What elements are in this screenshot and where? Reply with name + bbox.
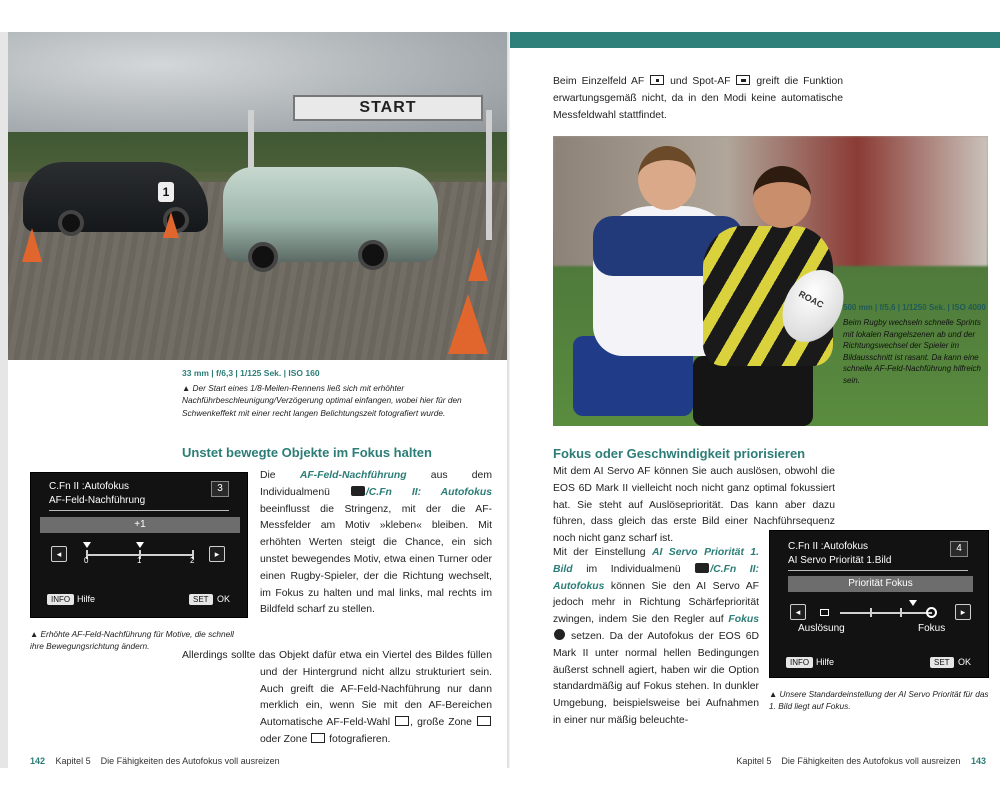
menu-tick-label-max: 2 (190, 556, 195, 565)
menu-left-arrow-button[interactable]: ◂ (51, 546, 67, 562)
race-photo-caption: ▲ Der Start eines 1/8-Meilen-Rennens ließ sich mit erhöhter Nachführbeschleunigung/Verzögerung optimal einfangen, wobei hier für den Schwenkeffekt mit einer recht langen Belichtungszeit fotografiert wurde. (182, 383, 462, 418)
menu-scale-line (840, 612, 932, 614)
left-chapter-label: Kapitel 5 Die Fähigkeiten des Autofokus voll ausreizen (55, 756, 280, 766)
menu-right-arrow-button[interactable]: ▸ (955, 604, 971, 620)
player2-shorts (693, 356, 813, 426)
custom-menu-icon (695, 563, 709, 573)
menu-info-button[interactable]: INFO (786, 657, 813, 668)
chapter-color-bar-right (510, 32, 1000, 48)
menu-divider (788, 570, 968, 571)
menu-default-marker (83, 542, 91, 548)
menu-right-arrow-button[interactable]: ▸ (209, 546, 225, 562)
left-footer (30, 756, 280, 766)
start-banner: START (293, 95, 483, 121)
section-heading-right: Fokus oder Geschwindigkeit priorisieren (553, 446, 806, 461)
left-page-edge (0, 32, 8, 768)
right-page-number: 143 (970, 756, 986, 766)
right-paragraph-2 (553, 545, 759, 730)
rugby-photo-settings: 500 mm | f/5,6 | 1/1250 Sek. | ISO 4000 (843, 303, 986, 312)
menu-current-marker (136, 542, 144, 548)
menu-title-line1: C.Fn II :Autofokus (49, 481, 130, 492)
gantry-pole-right (486, 110, 492, 240)
menu-info-button[interactable]: INFO (47, 594, 74, 605)
menu-info-label: Hilfe (816, 657, 835, 667)
menu-value-display: Priorität Fokus (788, 576, 973, 592)
menu-title-line1: C.Fn II :Autofokus (788, 541, 869, 552)
menu-label-release: Auslösung (798, 623, 845, 634)
large-zone-af-icon (477, 716, 491, 726)
menu-info-label: Hilfe (77, 594, 96, 604)
auto-af-area-icon (395, 716, 409, 726)
zone-af-icon (311, 733, 325, 743)
left-paragraph-2 (182, 648, 492, 749)
ai-servo-priority-menu-screen (769, 530, 989, 678)
text-run: aus dem Individualmenü (260, 470, 492, 498)
menu-tick-label-min: 0 (84, 556, 89, 565)
text-run: oder Zone (260, 733, 311, 745)
menu-title-line2: AF-Feld-Nachführung (49, 495, 146, 506)
menu-page-badge: 3 (211, 481, 229, 497)
traffic-cone (163, 212, 179, 238)
menu-title-line2: AI Servo Priorität 1.Bild (788, 555, 892, 566)
text-run: beeinflusst die Stringenz, mit der die AF-Messfelder am Motiv »kleben« bleiben. Mit erhöhten Werten steigt die Chance, ein sich unstet bewegendes Motiv, etwa einen Turner oder einen Rugby-Spieler, der die Richtung wechselt, im Fokus zu halten und mal links, mal rechts im Bildfeld scharf zu stellen. (260, 503, 492, 616)
menu-set-button[interactable]: SET (189, 594, 213, 605)
menu-page-badge: 4 (950, 541, 968, 557)
rugby-photo-caption: Beim Rugby wechseln schnelle Sprints mit lokalen Rangelszenen ab und der Richtungswechsel der Spieler im Bildausschnitt ist rasant. Da kann eine schnelle AF-Feld-Nachführung hilfreich sein. (843, 318, 981, 385)
menu-set-label: OK (217, 594, 231, 604)
ai-servo-priority-reference: AI Servo Priorität 1. Bild (553, 547, 759, 575)
player2-head (753, 166, 811, 228)
car1-front-wheel (58, 210, 84, 236)
af-tracking-reference: AF-Feld-Nachführung (299, 470, 407, 481)
af-tracking-menu-caption: ▲ Erhöhte AF-Feld-Nachführung für Motive, die schnell ihre Bewegungsrichtung ändern. (30, 629, 234, 652)
cfn-autofocus-reference: /C.Fn II: Autofokus (365, 486, 493, 498)
menu-scale-tick (870, 608, 872, 617)
af-tracking-menu-screen (30, 472, 248, 618)
menu-set-label: OK (958, 657, 972, 667)
left-page (8, 32, 507, 768)
text-run: fotografieren. (326, 733, 391, 745)
menu-scale-tick (900, 608, 902, 617)
left-page-number: 142 (30, 756, 46, 766)
release-priority-icon (820, 609, 829, 616)
menu-label-focus: Fokus (918, 623, 946, 634)
single-point-af-icon (650, 75, 664, 85)
text-run: im Individualmenü (572, 563, 695, 575)
focus-priority-icon (554, 629, 565, 640)
menu-left-arrow-button[interactable]: ◂ (790, 604, 806, 620)
race-photo-settings: 33 mm | f/6,3 | 1/125 Sek. | ISO 160 (182, 368, 320, 378)
text-run: greift die Funktion erwartungsgemäß nicht, da in den Modi keine automatische Messfeldwahl stattfindet. (553, 76, 844, 121)
focus-priority-icon (926, 607, 937, 618)
ai-servo-menu-caption: ▲ Unsere Standardeinstellung der AI Servo Priorität für das 1. Bild liegt auf Fokus. (769, 689, 989, 712)
menu-tick-label-mid: 1 (137, 556, 142, 565)
car-number: 1 (158, 182, 174, 202)
custom-menu-icon (351, 486, 365, 496)
ball-print: ROAC (797, 288, 826, 310)
menu-set-button[interactable]: SET (930, 657, 954, 668)
left-paragraph-1 (260, 468, 492, 619)
text-run: Die (260, 470, 300, 481)
text-run: Mit der Einstellung (553, 547, 652, 558)
rugby-photo (553, 136, 988, 426)
race-photo (8, 32, 507, 360)
traffic-cone (468, 247, 488, 281)
car2-rear-wheel (358, 240, 388, 270)
text-run: setzen. Da der Autofokus der EOS 6D Mark II unter normal hellen Bedingungen äußerst schnell agiert, haben wir die Option standardmäßig auf Fokus stehen. In dunkler Umgebung, beispielsweise bei Aufnahmen in einer nur mäßig beleuchte- (553, 630, 759, 726)
traffic-cone (448, 294, 488, 354)
text-run: und Spot-AF (665, 76, 736, 87)
spot-af-icon (736, 75, 750, 85)
text-run: Allerdings sollte das Objekt dafür etwa ein Viertel des Bildes füllen und der Hintergrund nicht allzu strukturiert sein. Auch greift die AF-Feld-Nachführung nur dann merklich ein, wenn Sie mit den AF-Bereichen Automatische AF-Feld-Wahl (182, 650, 492, 729)
car2-front-wheel (248, 242, 278, 272)
section-heading-left: Unstet bewegte Objekte im Fokus halten (182, 445, 432, 460)
cfn-autofocus-reference: /C.Fn II: Autofokus (553, 563, 759, 592)
traffic-cone (22, 228, 42, 262)
right-footer (736, 756, 986, 766)
right-page (510, 32, 1000, 768)
rugby-caption-box (843, 302, 988, 426)
right-intro-paragraph (553, 74, 843, 124)
menu-current-marker (909, 600, 917, 606)
menu-value-display: +1 (40, 517, 240, 533)
focus-setting-reference: Fokus (728, 614, 759, 626)
player1-head (638, 146, 696, 210)
text-run: Beim Einzelfeld AF (553, 76, 650, 87)
right-paragraph-1: Mit dem AI Servo AF können Sie auch auslösen, obwohl die EOS 6D Mark II vielleicht noch nicht ganz optimal fokussiert hat. Sie steht auf Auslösepriorität. Das kann aber dazu führen, dass gleich das erste Bild einer Nachführsequenz noch nicht ganz scharf ist. (553, 466, 835, 545)
text-run: können Sie den AI Servo AF jedoch mehr in Richtung Schärfepriorität zwingen, indem Sie den Regler auf (553, 580, 759, 626)
race-sky (8, 32, 507, 142)
menu-divider (49, 510, 229, 511)
text-run: , große Zone (410, 717, 477, 729)
right-chapter-label: Kapitel 5 Die Fähigkeiten des Autofokus voll ausreizen (736, 756, 961, 766)
